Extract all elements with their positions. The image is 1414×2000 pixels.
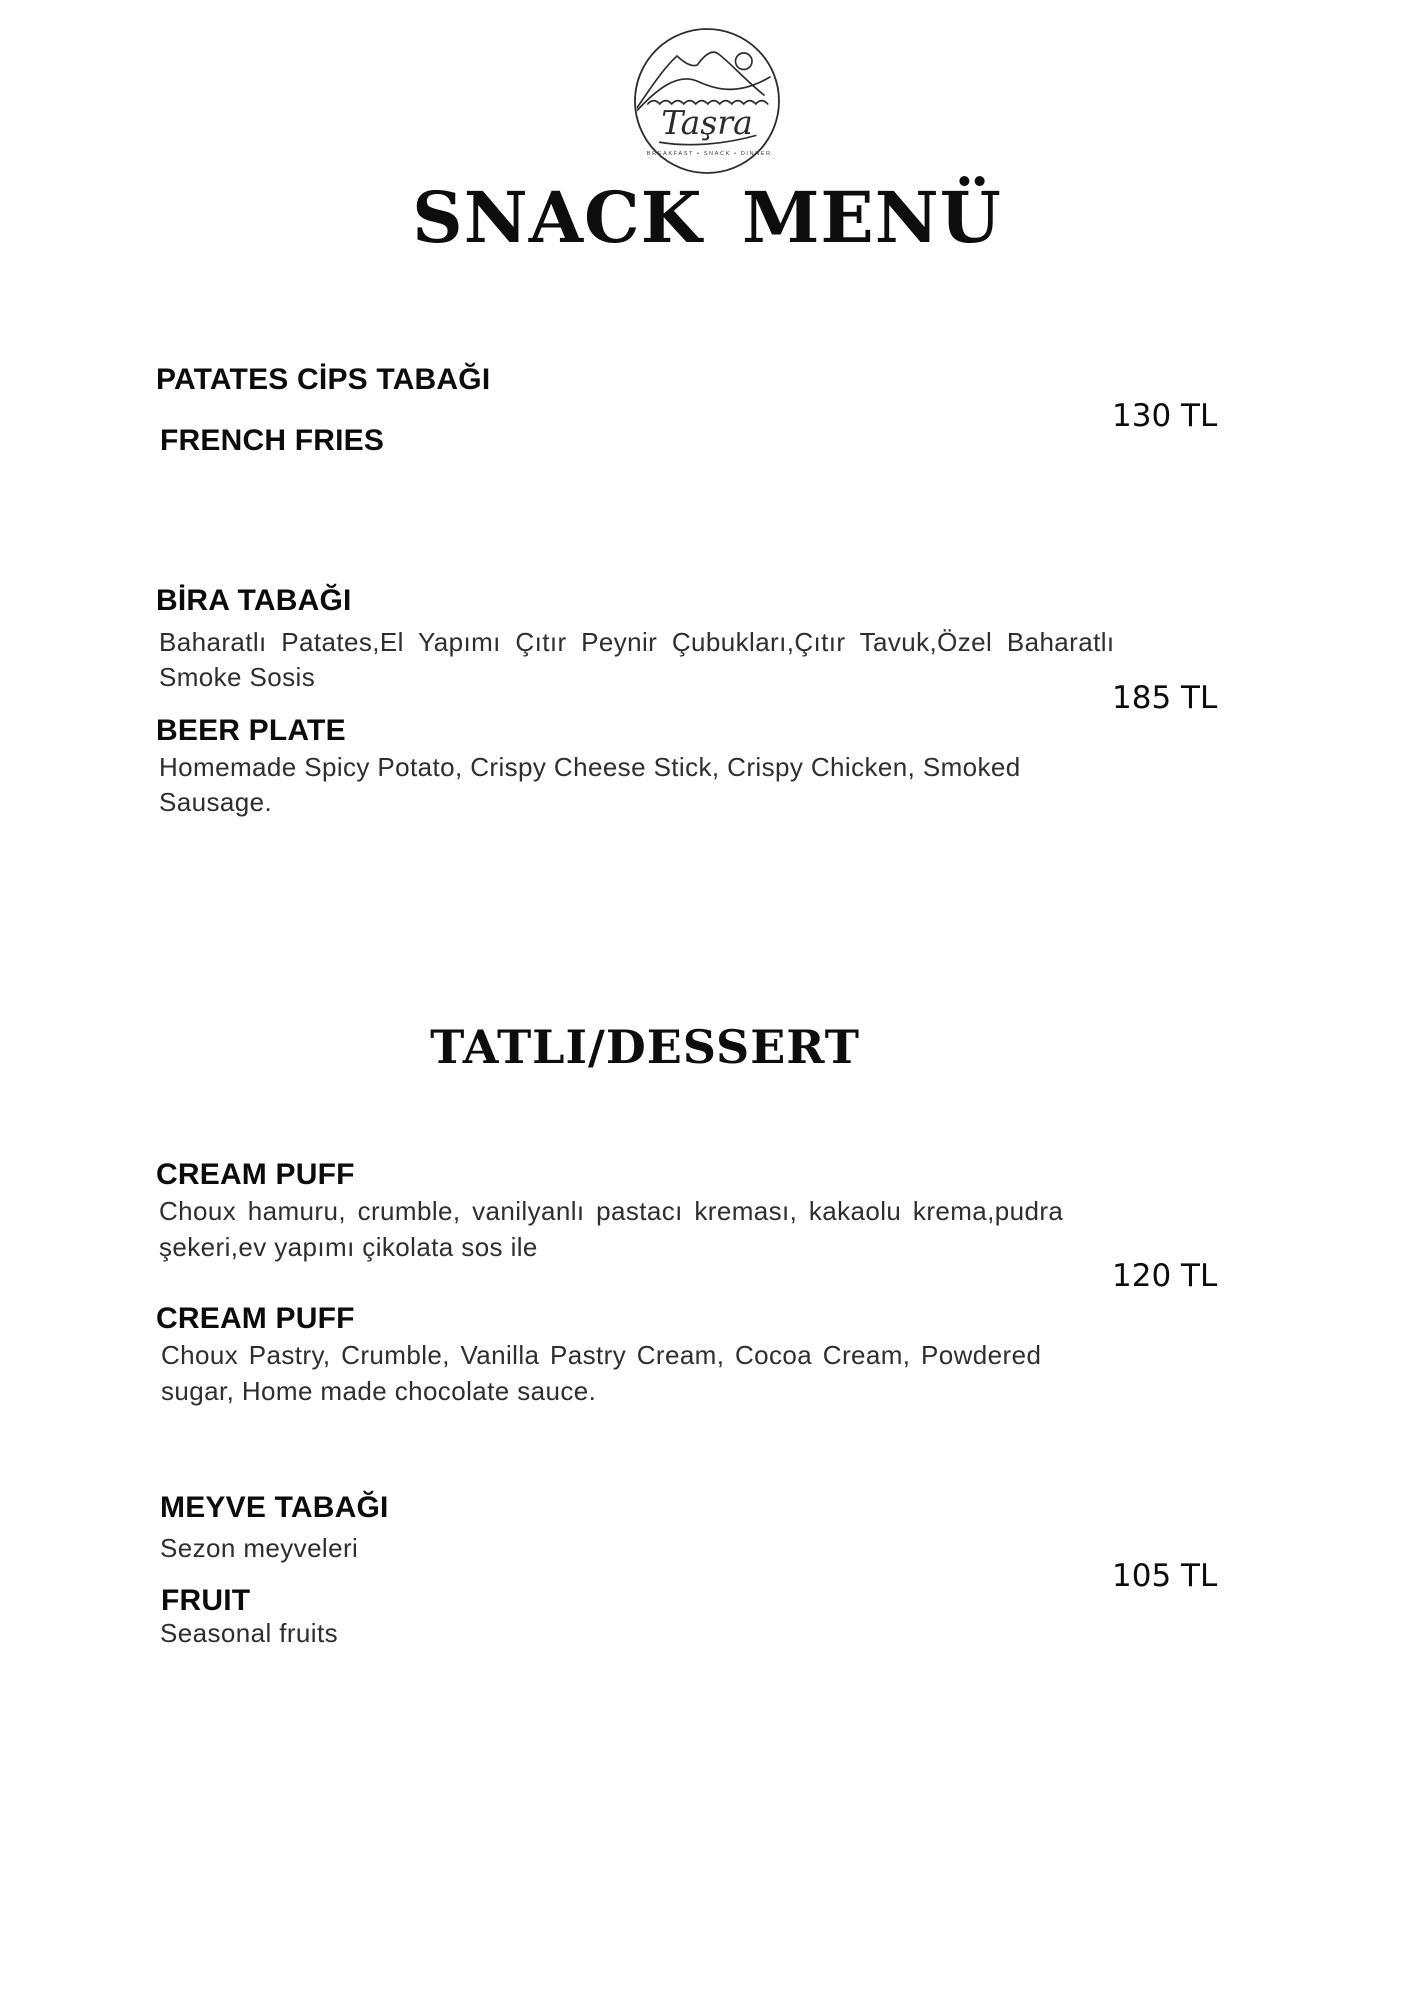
item-desc-en-beer-line1: Homemade Spicy Potato, Crispy Cheese Stick, Crispy Chicken, Smoked (159, 752, 1021, 782)
item-price-fruit: 105 TL (1112, 1558, 1218, 1594)
item-name-tr-meyve-tabagi: MEYVE TABAĞI (160, 1491, 389, 1524)
item-desc-en-fruit: Seasonal fruits (160, 1618, 338, 1648)
item-name-en-beer-plate: BEER PLATE (156, 714, 346, 747)
item-name-en-cream-puff: CREAM PUFF (156, 1302, 355, 1335)
page-title: SNACK MENÜ (412, 176, 1002, 259)
item-desc-en-beer-line2: Sausage. (159, 787, 273, 817)
item-price-french-fries: 130 TL (1112, 398, 1218, 434)
item-name-tr-patates-cips: PATATES CİPS TABAĞI (156, 363, 491, 396)
item-desc-tr-meyve: Sezon meyveleri (160, 1533, 359, 1563)
item-price-cream-puff: 120 TL (1112, 1258, 1218, 1294)
tasra-logo (632, 26, 782, 176)
item-name-en-french-fries: FRENCH FRIES (160, 424, 385, 457)
item-desc-tr-bira-line2: Smoke Sosis (159, 662, 316, 692)
item-price-beer-plate: 185 TL (1112, 680, 1218, 716)
item-desc-en-cream-puff-line2: sugar, Home made chocolate sauce. (161, 1376, 597, 1406)
sun-icon (736, 53, 753, 70)
brand-name: Taşra (661, 103, 753, 142)
item-desc-tr-cream-puff-line1: Choux hamuru, crumble, vanilyanlı pastacı kreması, kakaolu krema,pudra (159, 1196, 1064, 1226)
item-name-tr-bira-tabagi: BİRA TABAĞI (156, 584, 352, 617)
section-title-dessert: TATLI/DESSERT (430, 1020, 860, 1074)
item-desc-tr-bira-line1: Baharatlı Patates,El Yapımı Çıtır Peynir Çubukları,Çıtır Tavuk,Özel Baharatlı (159, 627, 1115, 657)
item-name-en-fruit: FRUIT (161, 1584, 251, 1617)
item-desc-en-cream-puff-line1: Choux Pastry, Crumble, Vanilla Pastry Cream, Cocoa Cream, Powdered (161, 1340, 1042, 1370)
item-name-tr-cream-puff: CREAM PUFF (156, 1158, 355, 1191)
item-desc-tr-cream-puff-line2: şekeri,ev yapımı çikolata sos ile (159, 1232, 538, 1262)
brand-tagline: BREAKFAST • SNACK • DINNER (646, 151, 772, 157)
